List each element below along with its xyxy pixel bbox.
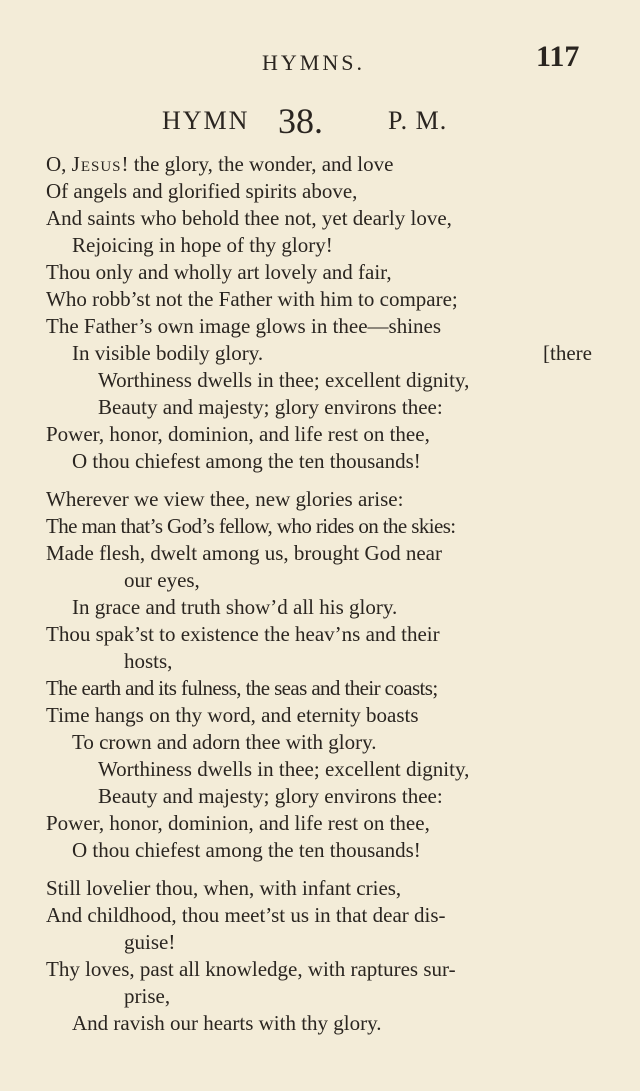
page-number: 117 [536, 40, 580, 73]
verse-line: Rejoicing in hope of thy glory! [72, 233, 333, 257]
hymn-label: HYMN [162, 106, 250, 135]
verse-line: The Father’s own image glows in thee—shines [46, 314, 442, 338]
verse-line: To crown and adorn thee with glory. [72, 730, 377, 754]
verse-line: Time hangs on thy word, and eternity boasts [46, 703, 419, 727]
running-head: HYMNS. [262, 50, 365, 75]
verse-line: hosts, [124, 649, 173, 673]
verse-line: Beauty and majesty; glory environs thee: [98, 784, 443, 808]
page-header [0, 40, 640, 80]
verse-line: And ravish our hearts with thy glory. [72, 1011, 382, 1035]
verse-line: Beauty and majesty; glory environs thee: [98, 395, 443, 419]
verse-line: In visible bodily glory. [72, 341, 264, 365]
verse-line: O thou chiefest among the ten thousands! [72, 449, 421, 473]
verse-line: Still lovelier thou, when, with infant cries, [46, 876, 402, 900]
verse-line: Wherever we view thee, new glories arise: [46, 487, 404, 511]
hymn-title [0, 100, 640, 144]
verse-line: Thou only and wholly art lovely and fair, [46, 260, 392, 284]
verse-line: And saints who behold thee not, yet dearly love, [46, 206, 452, 230]
verse-line: Worthiness dwells in thee; excellent dignity, [98, 368, 470, 392]
verse-line: Made flesh, dwelt among us, brought God near [46, 541, 442, 565]
hymn-number: 38. [278, 101, 323, 141]
verse-line: Thou spak’st to existence the heav’ns and their [46, 622, 440, 646]
verse-line: our eyes, [124, 568, 200, 592]
verse-line: O, Jesus! the glory, the wonder, and love [46, 152, 394, 176]
verse-line: Thy loves, past all knowledge, with raptures sur- [46, 957, 456, 981]
verse-line: The earth and its fulness, the seas and their coasts; [46, 676, 438, 700]
verse-line-turnover: [there [543, 341, 592, 365]
verse-line: The man that’s God’s fellow, who rides on the skies: [46, 514, 456, 538]
verse-line: Power, honor, dominion, and life rest on thee, [46, 811, 430, 835]
verse-line: In grace and truth show’d all his glory. [72, 595, 398, 619]
verse-line: And childhood, thou meet’st us in that dear dis- [46, 903, 446, 927]
verse-line: guise! [124, 930, 176, 954]
hymn-meter: P. M. [388, 106, 448, 135]
verse-line: O thou chiefest among the ten thousands! [72, 838, 421, 862]
verse-line: Of angels and glorified spirits above, [46, 179, 358, 203]
verse-line: Power, honor, dominion, and life rest on thee, [46, 422, 430, 446]
verse-line: prise, [124, 984, 171, 1008]
verse-line: Who robb’st not the Father with him to compare; [46, 287, 458, 311]
verse-line: Worthiness dwells in thee; excellent dignity, [98, 757, 470, 781]
